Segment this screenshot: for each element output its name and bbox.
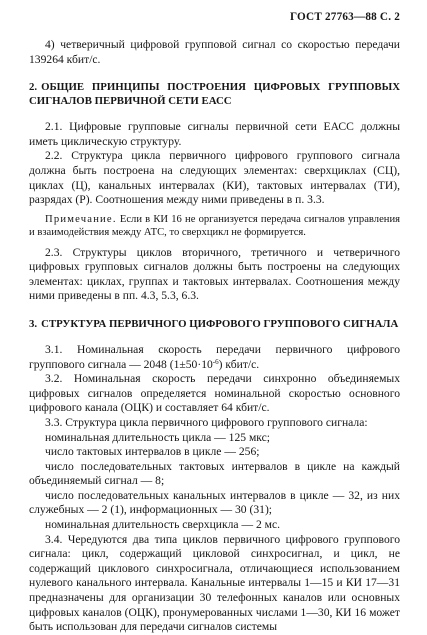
- paragraph-3-1: [29, 343, 400, 372]
- section-2-heading: [29, 80, 400, 108]
- paragraph-3-1-text: 3.1. Номинальная скорость передачи первичного цифрового группового сигнала — 2048 (1±50·10: [29, 342, 400, 371]
- paragraph-2-3: 2.3. Структуры циклов вторичного, третичного и четверичного цифровых групповых сигналов должны быть построены на следующих элементах: циклах, группах и тактовых интервалах. Соотношения между ними приведены в пп. 4.3, 5.3, 6.3.: [29, 245, 400, 303]
- paragraph-3-1-unit: ) кбит/с.: [218, 357, 260, 371]
- list-item-cycle-duration: номинальная длительность цикла — 125 мкс;: [45, 430, 270, 444]
- note: [29, 213, 400, 240]
- paragraph-3-4: 3.4. Чередуются два типа циклов первичного цифрового группового сигнала: цикл, содержащий цикловой синхросигнал, и цикл, не содержащий циклового синхросигнала, отличающиеся использованием нулевого канального интервала. Канальные интервалы 1—15 и КИ 17—31 предназначены для организации 30 телефонных каналов или основных цифровых каналов (ОЦК), пронумерованных числами 1—30, КИ 16 может быть использован для передачи сигналов системы: [29, 532, 400, 634]
- note-label: Примечание.: [45, 213, 117, 225]
- paragraph-2-1: 2.1. Цифровые групповые сигналы первичной сети ЕАСС должны иметь циклическую структуру.: [29, 120, 400, 148]
- section-2-number: 2.: [29, 81, 38, 94]
- section-3-heading: [29, 317, 400, 331]
- list-item-supercycle-duration: номинальная длительность сверхцикла — 2 мс.: [45, 518, 281, 532]
- paragraph-2-2: 2.2. Структура цикла первичного цифрового группового сигнала должна быть построена на следующих элементах: сверхциклах (СЦ), циклах (Ц), канальных интервалах (КИ), тактовых интервалах (ТИ), разрядах (Р). Соотношения между ними приведены в п. 3.3.: [29, 149, 400, 207]
- note-text: Если в КИ 16 не организуется передача сигналов управления и взаимодействия между АТС, то сверхцикл не формируется.: [29, 213, 400, 239]
- list-item-channel-intervals: число последовательных канальных интервалов в цикле — 32, из них служебных — 2 (1), информационных — 30 (31);: [29, 488, 400, 517]
- intro-item-4: 4) четверичный цифровой групповой сигнал со скоростью передачи 139264 кбит/с.: [29, 38, 400, 66]
- list-item-clock-intervals: число тактовых интервалов в цикле — 256;: [45, 445, 260, 459]
- page-header: ГОСТ 27763—88 С. 2: [289, 11, 400, 23]
- paragraph-3-2: 3.2. Номинальная скорость передачи синхронно объединяемых цифровых сигналов определяется номинальной скоростью основного цифрового канала (ОЦК) и составляет 64 кбит/с.: [29, 372, 400, 415]
- list-item-consecutive-clock-intervals: число последовательных тактовых интервалов в цикле на каждый объединяемый сигнал — 8;: [29, 459, 400, 488]
- section-2-title: ОБЩИЕ ПРИНЦИПЫ ПОСТРОЕНИЯ ЦИФРОВЫХ ГРУППОВЫХ СИГНАЛОВ ПЕРВИЧНОЙ СЕТИ ЕАСС: [29, 81, 400, 108]
- paragraph-3-3: 3.3. Структура цикла первичного цифрового группового сигнала:: [45, 415, 368, 429]
- section-3-number: 3.: [29, 317, 38, 330]
- section-3-title: СТРУКТУРА ПЕРВИЧНОГО ЦИФРОВОГО ГРУППОВОГО СИГНАЛА: [41, 317, 399, 330]
- exponent: -6: [212, 357, 219, 366]
